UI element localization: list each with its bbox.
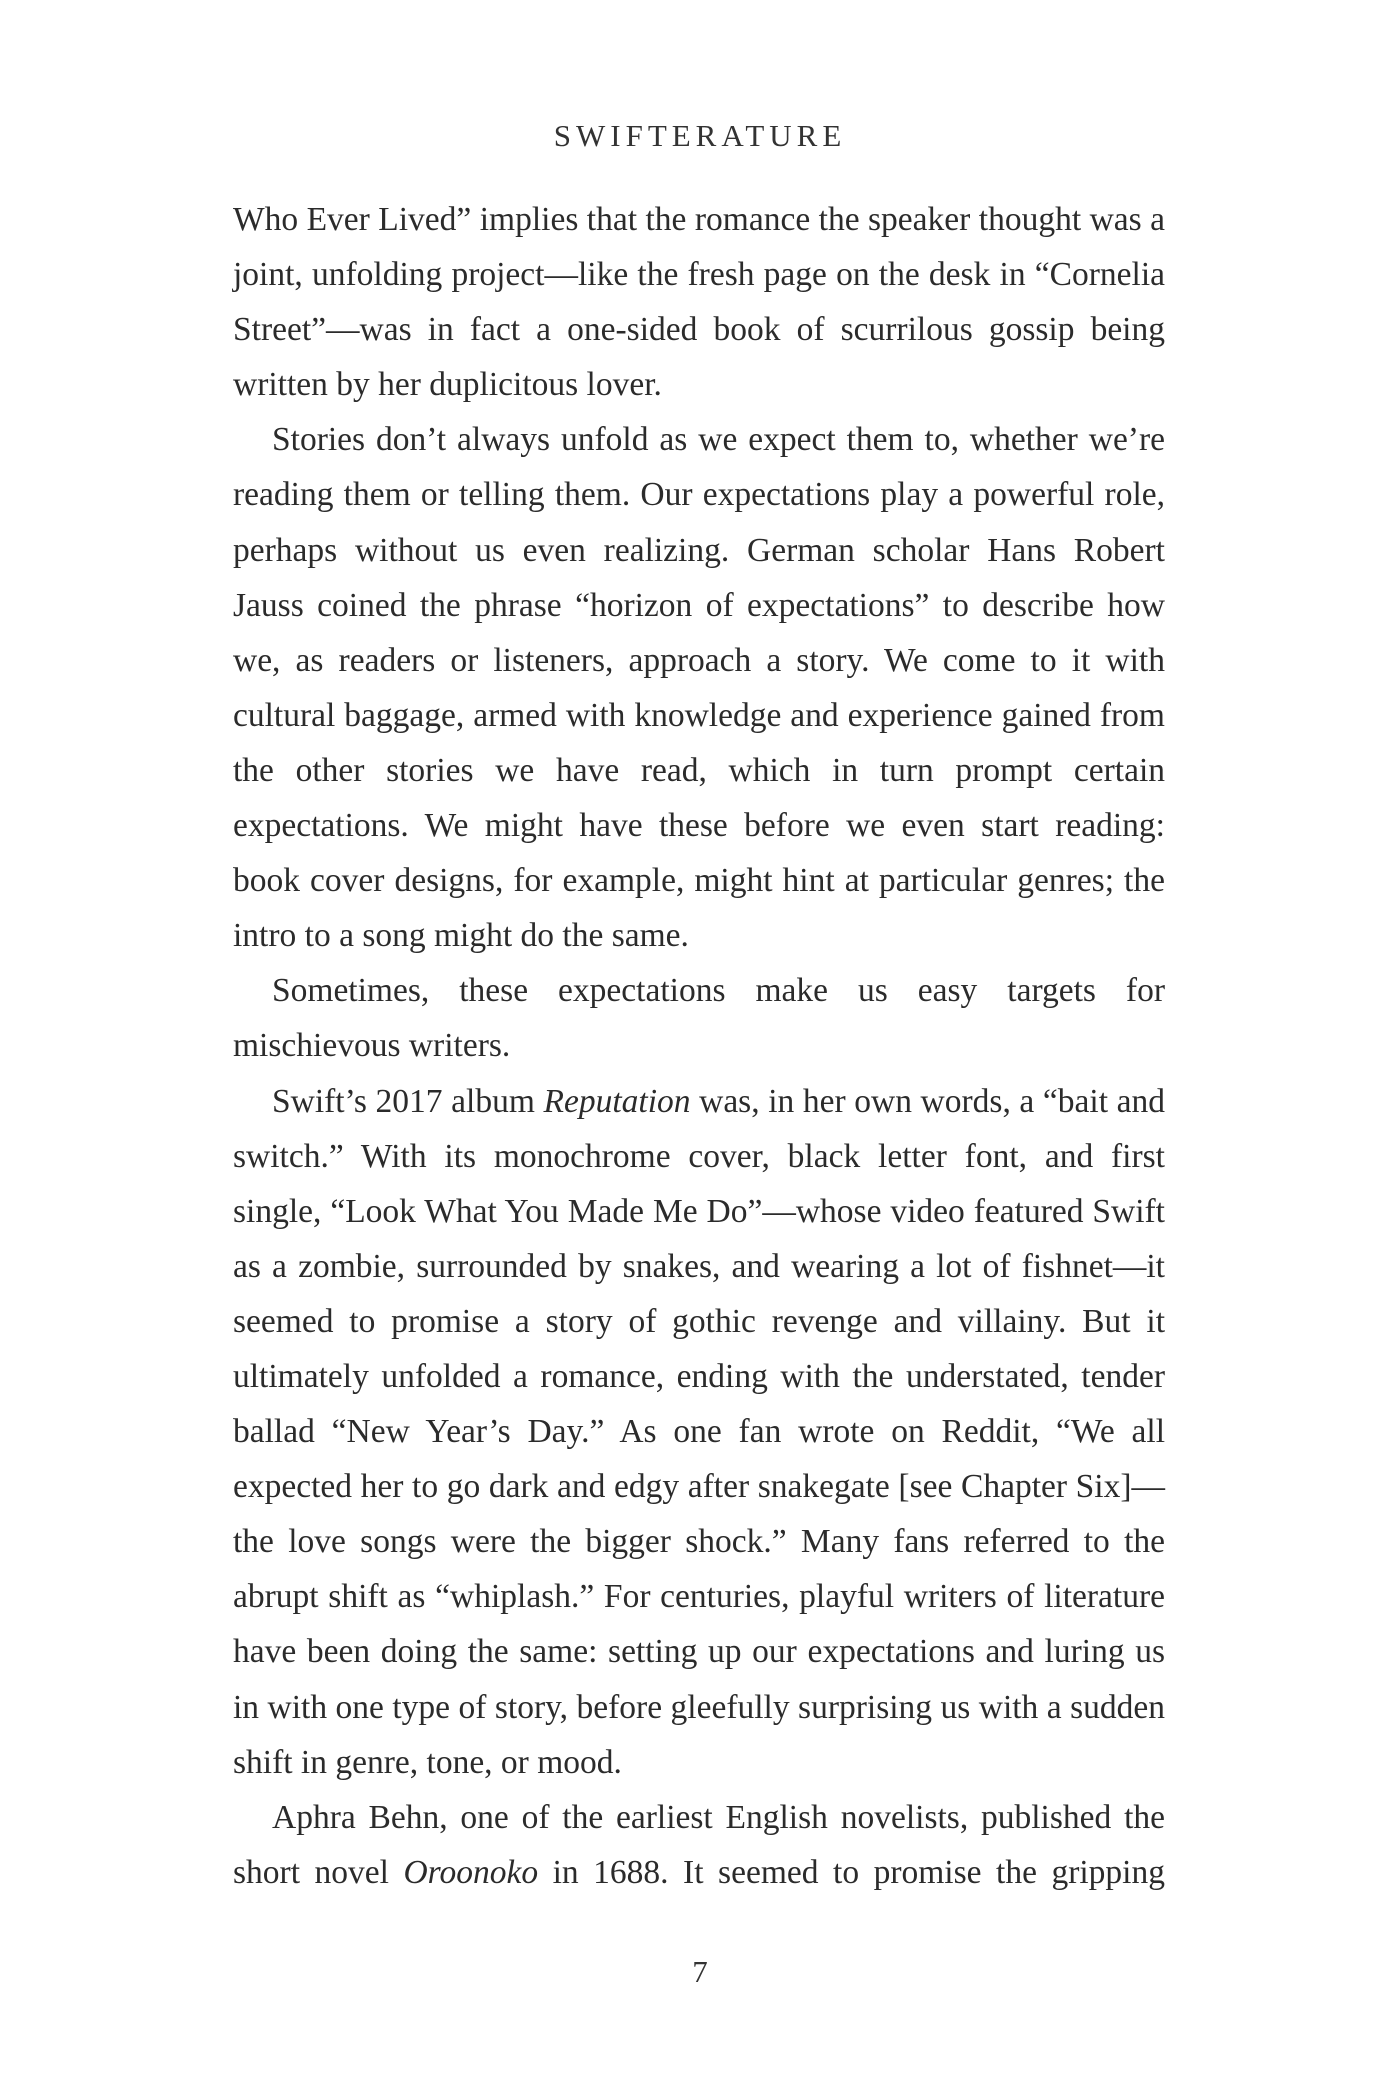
reputation-text-after: was, in her own words, a “bait and switch.” With its monochrome cover, black letter font, and first single, “Look What You Made Me Do”—whose video featured Swift as a zombie, surrounded by snakes, and wearing a lot of fishnet—it seemed to promise a story of gothic revenge and villainy. But it ultimately unfolded a romance, ending with the understated, tender ballad “New Year’s Day.” As one fan wrote on Reddit, “We all expected her to go dark and edgy after snakegate [see Chapter Six]—the love songs were the bigger shock.” Many fans referred to the abrupt shift as “whiplash.” For centuries, playful writers of literature have been doing the same: setting up our expectations and luring us in with one type of story, before gleefully surprising us with a sudden shift in genre, tone, or mood. <box>233 1082 1165 1781</box>
page-number: 7 <box>692 1954 708 1989</box>
album-title-italic: Reputation <box>543 1082 691 1120</box>
paragraph-mischievous-writers: Sometimes, these expectations make us easy targets for mischievous writers. <box>233 972 1165 1065</box>
paragraph-continuation: Who Ever Lived” implies that the romance the speaker thought was a joint, unfolding project—like the fresh page on the desk in “Cornelia Street”—was in fact a one-sided book of scurrilous gossip being written by her duplicitous lover. <box>233 201 1165 404</box>
body-text <box>233 192 1165 1900</box>
paragraph-expectations: Stories don’t always unfold as we expect them to, whether we’re reading them or telling them. Our expectations play a powerful role, perhaps without us even realizing. German scholar Hans Robert Jauss coined the phrase “horizon of expectations” to describe how we, as readers or listeners, approach a story. We come to it with cultural baggage, armed with knowledge and experience gained from the other stories we have read, which in turn prompt certain expectations. We might have these before we even start reading: book cover designs, for example, might hint at particular genres; the intro to a song might do the same. <box>233 421 1165 955</box>
behn-text-after: in 1688. It seemed to promise the gripping <box>538 1853 1165 1891</box>
running-head: SWIFTERATURE <box>553 118 847 153</box>
reputation-text-before: Swift’s 2017 album <box>272 1082 544 1120</box>
novel-title-italic: Oroonoko <box>403 1853 539 1891</box>
paragraph-aphra-behn <box>233 1790 1165 1900</box>
paragraph-reputation <box>233 1074 1165 1790</box>
behn-text-before: Aphra Behn, one of the earliest English novelists, published the short novel <box>233 1798 1165 1891</box>
